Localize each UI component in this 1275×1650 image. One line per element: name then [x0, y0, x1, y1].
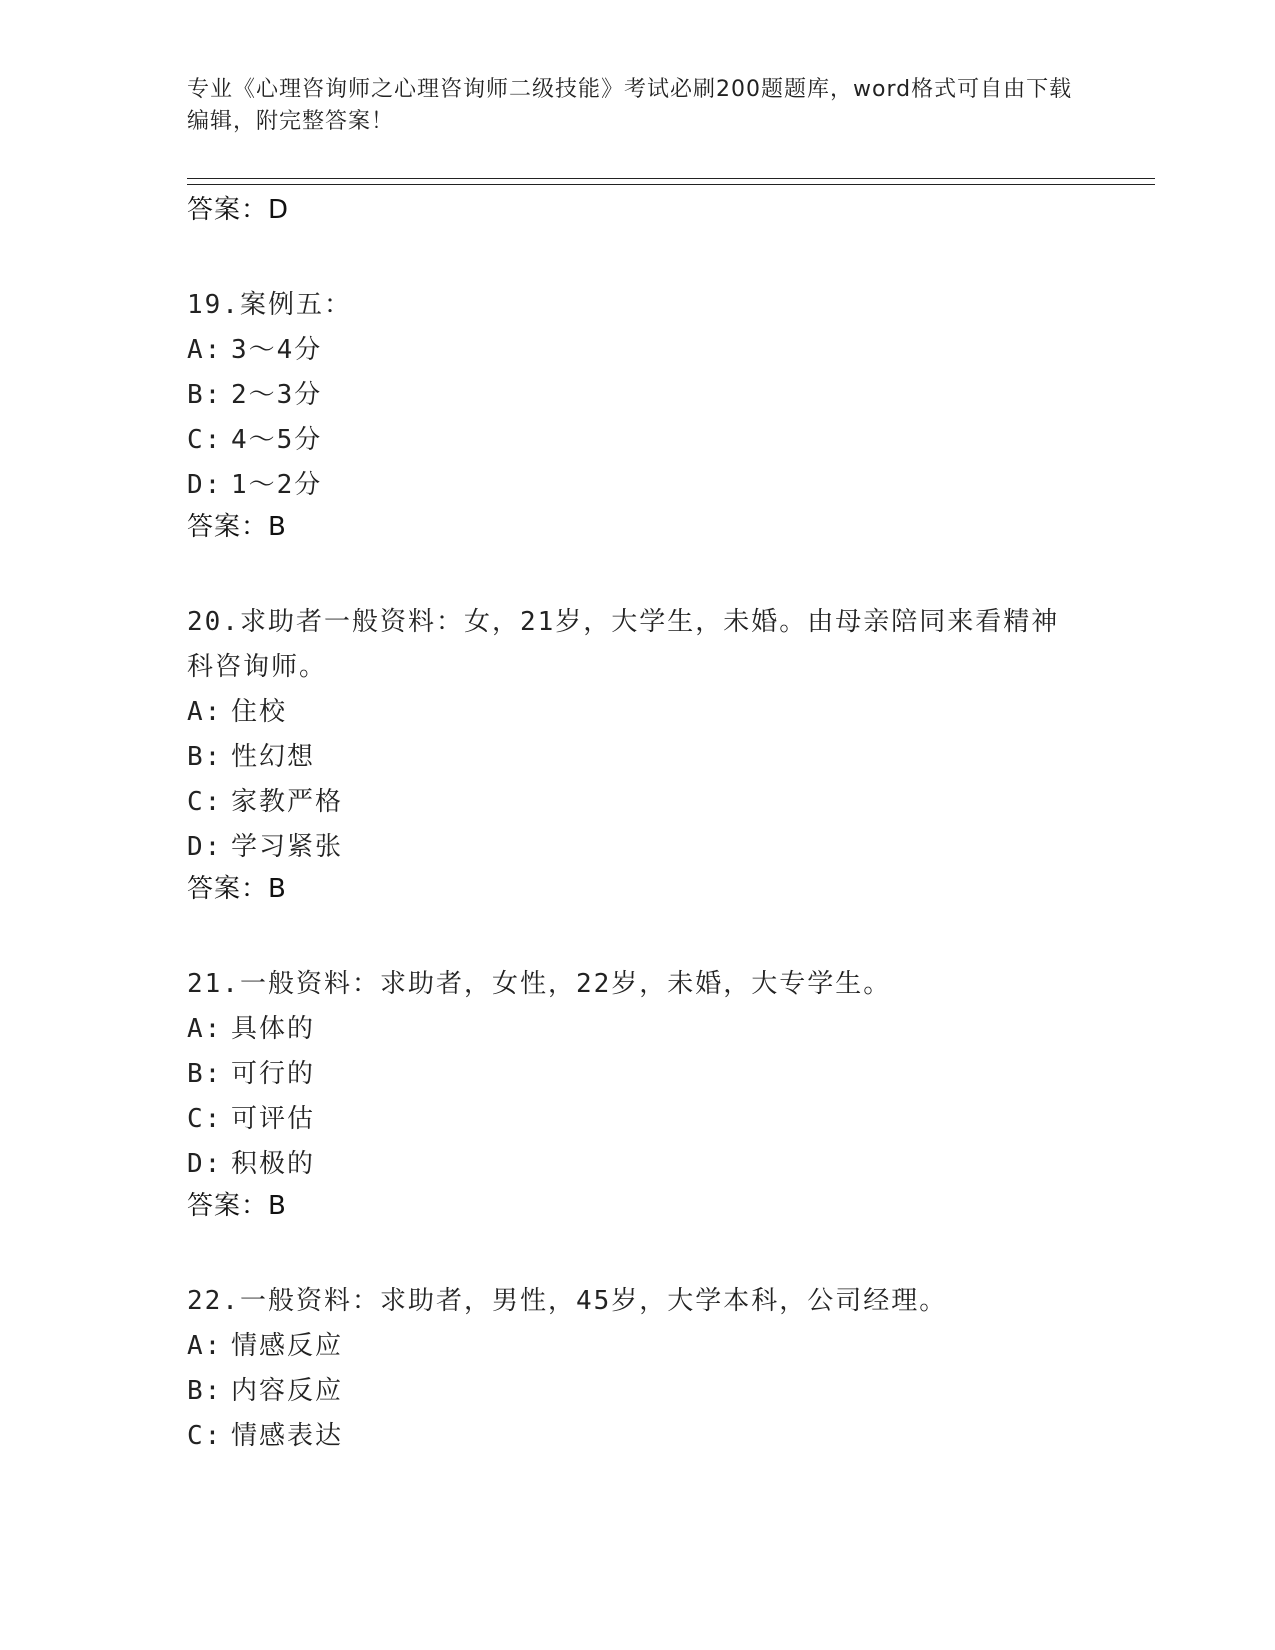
- document-content: [187, 191, 1157, 1459]
- option-c: [187, 1097, 1157, 1142]
- header-double-rule: [187, 178, 1155, 185]
- option-letter: C:: [187, 1104, 223, 1134]
- option-text: 具体的: [231, 1014, 316, 1044]
- question-stem: 20.求助者一般资料：女，21岁，大学生，未婚。由母亲陪同来看精神科咨询师。: [187, 607, 1060, 682]
- option-letter: A:: [187, 1331, 223, 1361]
- option-letter: B:: [187, 380, 223, 410]
- option-letter: A:: [187, 697, 223, 727]
- option-a: [187, 1007, 1157, 1052]
- option-c: [187, 418, 1157, 463]
- option-letter: D:: [187, 470, 223, 500]
- question-answer: 答案：B: [187, 512, 287, 542]
- option-text: 家教严格: [231, 787, 344, 817]
- option-text: 3～4分: [231, 335, 323, 365]
- option-letter: C:: [187, 787, 223, 817]
- option-text: 可评估: [231, 1104, 316, 1134]
- option-letter: A:: [187, 1014, 223, 1044]
- option-d: [187, 825, 1157, 870]
- option-b: [187, 735, 1157, 780]
- option-b: [187, 1052, 1157, 1097]
- question-stem: 22.一般资料：求助者，男性，45岁，大学本科，公司经理。: [187, 1286, 948, 1316]
- option-letter: B:: [187, 742, 223, 772]
- option-d: [187, 1142, 1157, 1187]
- question-stem: 21.一般资料：求助者，女性，22岁，未婚，大专学生。: [187, 969, 892, 999]
- question-item: [187, 1279, 1157, 1459]
- option-letter: B:: [187, 1059, 223, 1089]
- option-text: 可行的: [231, 1059, 316, 1089]
- option-c: [187, 1414, 1157, 1459]
- previous-answer: 答案：D: [187, 195, 290, 225]
- option-text: 情感反应: [231, 1331, 344, 1361]
- option-d: [187, 463, 1157, 508]
- option-b: [187, 1369, 1157, 1414]
- option-letter: C:: [187, 1421, 223, 1451]
- question-answer: 答案：B: [187, 874, 287, 904]
- option-text: 住校: [231, 697, 288, 727]
- option-letter: B:: [187, 1376, 223, 1406]
- question-item: [187, 962, 1157, 1232]
- option-text: 1～2分: [231, 470, 323, 500]
- option-text: 内容反应: [231, 1376, 344, 1406]
- option-letter: D:: [187, 832, 223, 862]
- question-item: [187, 600, 1157, 915]
- option-text: 情感表达: [231, 1421, 344, 1451]
- option-a: [187, 1324, 1157, 1369]
- option-letter: D:: [187, 1149, 223, 1179]
- option-text: 积极的: [231, 1149, 316, 1179]
- question-answer: 答案：B: [187, 1191, 287, 1221]
- option-b: [187, 373, 1157, 418]
- option-a: [187, 690, 1157, 735]
- option-text: 4～5分: [231, 425, 323, 455]
- question-stem: 19.案例五：: [187, 290, 352, 320]
- option-text: 性幻想: [231, 742, 316, 772]
- option-text: 2～3分: [231, 380, 323, 410]
- question-item: [187, 283, 1157, 553]
- option-a: [187, 328, 1157, 373]
- document-header-title: 专业《心理咨询师之心理咨询师二级技能》考试必刷200题题库，word格式可自由下载编辑，附完整答案！: [187, 77, 1073, 134]
- option-letter: A:: [187, 335, 223, 365]
- option-c: [187, 780, 1157, 825]
- option-letter: C:: [187, 425, 223, 455]
- option-text: 学习紧张: [231, 832, 344, 862]
